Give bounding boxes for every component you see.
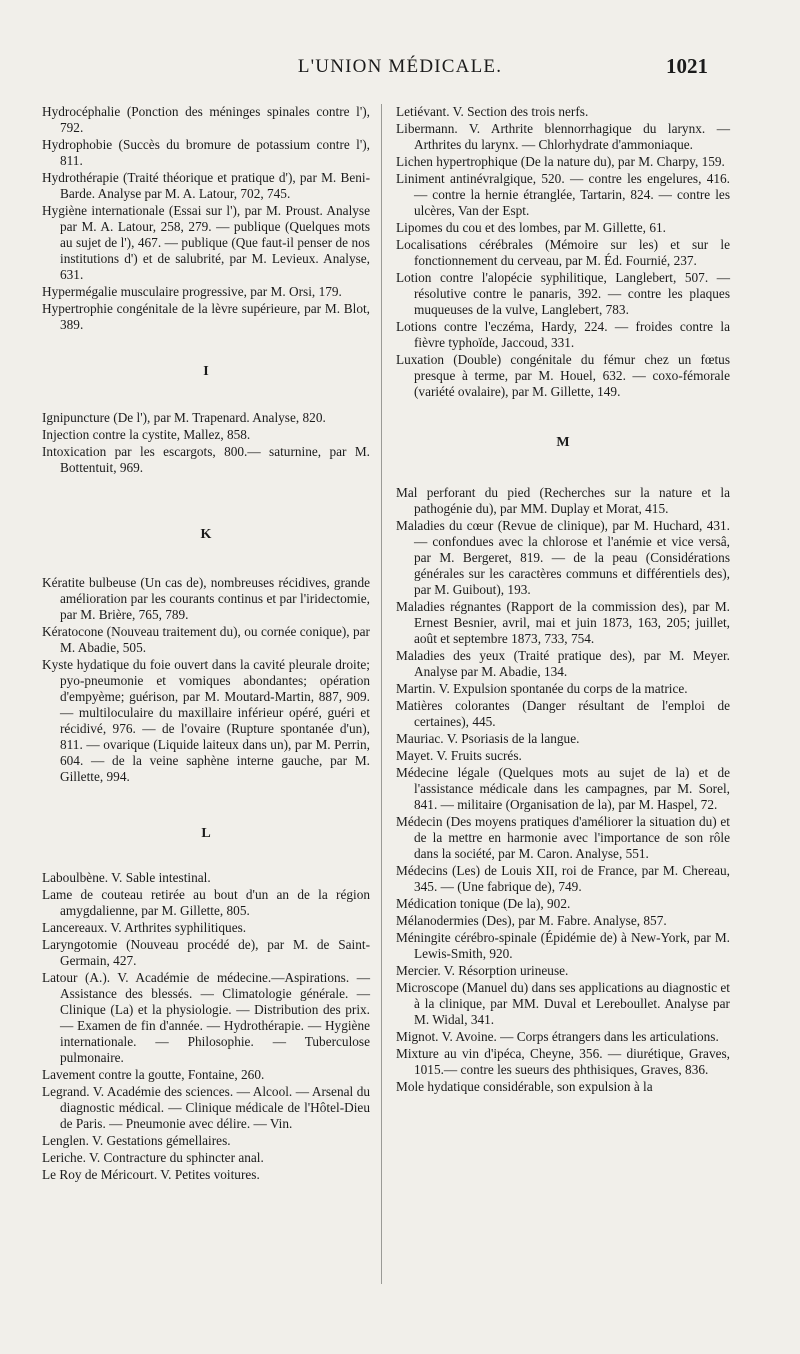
index-entry: Ignipuncture (De l'), par M. Trapenard. Analyse, 820.: [42, 410, 326, 425]
index-entry: Hypermégalie musculaire progressive, par M. Orsi, 179.: [42, 284, 342, 299]
index-entry: Localisations cérébrales (Mémoire sur les) et sur le fonctionnement du cerveau, par M. Éd. Fournié, 237.: [396, 237, 730, 268]
index-entry: Legrand. V. Académie des sciences. — Alcool. — Arsenal du diagnostic médical. — Clinique médicale de l'Hôtel-Dieu de Paris. — Pneumonie avec délire. — Vin.: [42, 1084, 370, 1131]
index-entry: Mignot. V. Avoine. — Corps étrangers dans les articulations.: [396, 1029, 719, 1044]
index-entry: Hypertrophie congénitale de la lèvre supérieure, par M. Blot, 389.: [42, 301, 370, 332]
right-column: [396, 104, 730, 1096]
index-entry: Hydrothérapie (Traité théorique et pratique d'), par M. Beni-Barde. Analyse par M. A. Latour, 702, 745.: [42, 170, 370, 201]
index-entry: Lenglen. V. Gestations gémellaires.: [42, 1133, 231, 1148]
index-entry: Microscope (Manuel du) dans ses applications au diagnostic et à la clinique, par MM. Duval et Lereboullet. Analyse par M. Widal, 341.: [396, 980, 730, 1027]
index-entry: Maladies régnantes (Rapport de la commission des), par M. Ernest Besnier, avril, mai et juin 1873, 163, 205; juillet, août et septembre 1873, 733, 754.: [396, 599, 730, 646]
index-entry: Mercier. V. Résorption urineuse.: [396, 963, 569, 978]
index-entry: Letiévant. V. Section des trois nerfs.: [396, 104, 589, 119]
index-entry: Médecins (Les) de Louis XII, roi de France, par M. Chereau, 345. — (Une fabrique de), 749.: [396, 863, 730, 894]
index-entry: Lichen hypertrophique (De la nature du), par M. Charpy, 159.: [396, 154, 725, 169]
index-entry: Lancereaux. V. Arthrites syphilitiques.: [42, 920, 247, 935]
index-entry: Mayet. V. Fruits sucrés.: [396, 748, 522, 763]
index-entry: Médecin (Des moyens pratiques d'améliorer la situation du) et de la mettre en harmonie avec l'importance de son rôle dans la société, par M. Caron. Analyse, 551.: [396, 814, 730, 861]
index-entry: Hygiène internationale (Essai sur l'), par M. Proust. Analyse par M. A. Latour, 258, 279. — publique (Quelques mots au sujet de l'), 467. — publique (Que faut-il penser de nos institutions d') et de salubrité, par M. Levieux. Analyse, 631.: [42, 203, 370, 282]
section-letter-k: K: [200, 527, 212, 542]
index-entry: Libermann. V. Arthrite blennorrhagique du larynx. — Arthrites du larynx. — Chlorhydrate d'ammoniaque.: [396, 121, 730, 152]
index-entry: Injection contre la cystite, Mallez, 858.: [42, 427, 251, 442]
index-entry: Lipomes du cou et des lombes, par M. Gillette, 61.: [396, 220, 666, 235]
index-entry: Leriche. V. Contracture du sphincter anal.: [42, 1150, 264, 1165]
index-entry: Martin. V. Expulsion spontanée du corps de la matrice.: [396, 681, 688, 696]
index-entry: Maladies des yeux (Traité pratique des), par M. Meyer. Analyse par M. Abadie, 134.: [396, 648, 730, 679]
index-entry: Méningite cérébro-spinale (Épidémie de) à New-York, par M. Lewis-Smith, 920.: [396, 930, 730, 961]
index-entry: Lame de couteau retirée au bout d'un an de la région amygdalienne, par M. Gillette, 805.: [42, 887, 370, 918]
index-entry: Latour (A.). V. Académie de médecine.—Aspirations. — Assistance des blessés. — Climatologie générale. — Clinique (La) et la physiologie. — Distribution des prix. — Examen de fin d'année. — Hydrothérapie. — Hygiène internationale. — Philosophie. — Tuberculose pulmonaire.: [42, 970, 370, 1065]
index-entry: Liniment antinévralgique, 520. — contre les engelures, 416. — contre la hernie étranglée, Tartarin, 824. — contre les ulcères, Van der Espt.: [396, 171, 730, 218]
index-entry: Kératocone (Nouveau traitement du), ou cornée conique), par M. Abadie, 505.: [42, 624, 370, 655]
section-letter-i: I: [203, 364, 209, 379]
index-entry: Lotions contre l'eczéma, Hardy, 224. — froides contre la fièvre typhoïde, Jaccoud, 331.: [396, 319, 730, 350]
page-header: [0, 52, 800, 82]
column-divider: [381, 104, 382, 1284]
index-entry: Luxation (Double) congénitale du fémur chez un fœtus presque à terme, par M. Houel, 632. — coxo-fémorale (variété ovalaire), par M. Gillette, 149.: [396, 352, 730, 399]
index-entry: Hydrocéphalie (Ponction des méninges spinales contre l'), 792.: [42, 104, 370, 135]
index-entry: Mal perforant du pied (Recherches sur la nature et la pathogénie du), par MM. Duplay et Morat, 415.: [396, 485, 730, 516]
index-entry: Hydrophobie (Succès du bromure de potassium contre l'), 811.: [42, 137, 370, 168]
running-title: L'UNION MÉDICALE.: [297, 56, 503, 77]
section-letter-m: M: [556, 435, 570, 450]
index-entry: Kyste hydatique du foie ouvert dans la cavité pleurale droite; pyo-pneumonie et vomiques abondantes; opération d'empyème; guérison, par M. Moutard-Martin, 887, 909. — multiloculaire du maxillaire inférieur opéré, guéri et récidivé, 976. — de l'ovaire (Rupture spontanée d'un), 811. — ovarique (Liquide laiteux dans un), par M. Perrin, 604. — de la veine saphène interne gauche, par M. Gillette, 994.: [42, 657, 370, 784]
index-entry: Lotion contre l'alopécie syphilitique, Langlebert, 507. — résolutive contre le panaris, 392. — contre les plaques muqueuses de la vulve, Langlebert, 783.: [396, 270, 730, 317]
index-entry: Kératite bulbeuse (Un cas de), nombreuses récidives, grande amélioration par les courants continus et par l'iridectomie, par M. Brière, 765, 789.: [42, 575, 370, 622]
index-entry: Le Roy de Méricourt. V. Petites voitures.: [42, 1167, 260, 1182]
index-entry: Mélanodermies (Des), par M. Fabre. Analyse, 857.: [396, 913, 667, 928]
index-entry: Maladies du cœur (Revue de clinique), par M. Huchard, 431. — confondues avec la chlorose et l'anémie et vice versâ, par M. Bergeret, 819. — de la peau (Considérations générales sur les caractères communs et différentiels des), par M. Guibout), 193.: [396, 518, 730, 597]
index-entry: Médication tonique (De la), 902.: [396, 896, 571, 911]
page-number: 1021: [666, 54, 708, 78]
index-entry: Laboulbène. V. Sable intestinal.: [42, 870, 211, 885]
left-column: [42, 104, 370, 1184]
index-entry: Lavement contre la goutte, Fontaine, 260.: [42, 1067, 265, 1082]
index-entry: Matières colorantes (Danger résultant de l'emploi de certaines), 445.: [396, 698, 730, 729]
section-letter-l: L: [201, 826, 211, 841]
index-entry: Intoxication par les escargots, 800.— saturnine, par M. Bottentuit, 969.: [42, 444, 370, 475]
index-entry: Mole hydatique considérable, son expulsion à la: [396, 1079, 653, 1094]
index-entry: Médecine légale (Quelques mots au sujet de la) et de l'assistance médicale dans les campagnes, par M. Sorel, 841. — militaire (Organisation de la), par M. Haspel, 72.: [396, 765, 730, 812]
index-entry: Mixture au vin d'ipéca, Cheyne, 356. — diurétique, Graves, 1015.— contre les sueurs des phthisiques, Graves, 836.: [396, 1046, 730, 1077]
index-entry: Mauriac. V. Psoriasis de la langue.: [396, 731, 580, 746]
index-entry: Laryngotomie (Nouveau procédé de), par M. de Saint-Germain, 427.: [42, 937, 370, 968]
